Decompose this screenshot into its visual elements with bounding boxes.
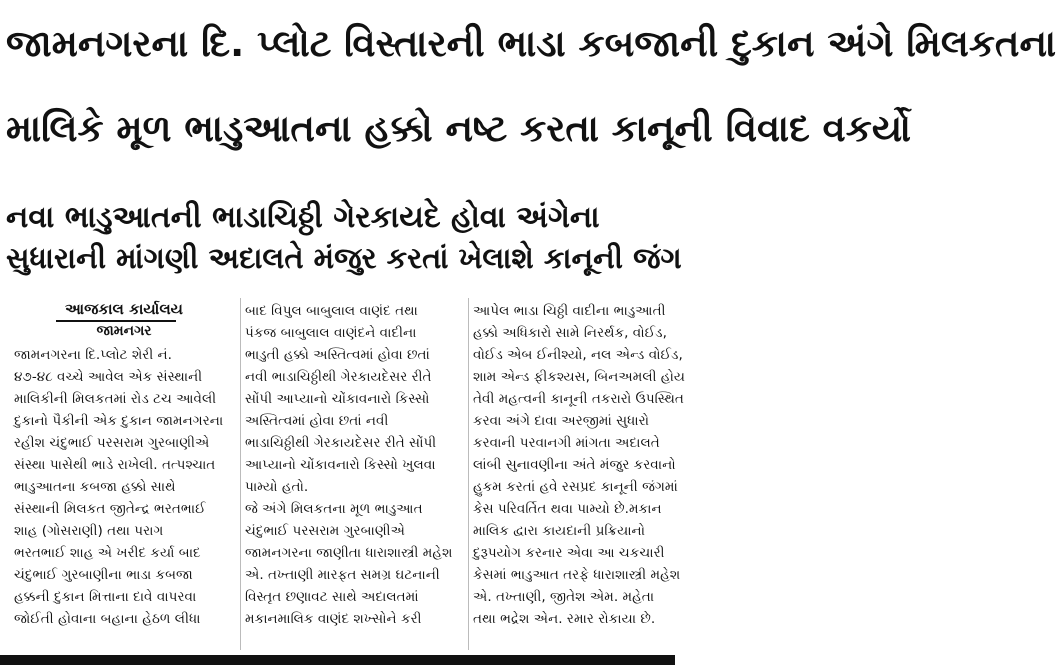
article-line: હક્કો અધિકારો સામે નિરર્થક, વોઈડ, (473, 325, 667, 341)
article-line: આપ્યાનો ચોંકાવનારો કિસ્સો ખુલવા (245, 457, 436, 473)
article-line: હક્કની દુકાન મિત્તાના દાવે વાપરવા (14, 589, 197, 605)
article-line: શાહ (ગોસરાણી) તથા પરાગ (14, 523, 164, 539)
subheadline-line-1: નવા ભાડુઆતની ભાડાચિઠ્ઠી ગેરકાયદે હોવા અંગેના (6, 200, 600, 235)
article-column-1 (14, 344, 235, 630)
article-line: તેવી મહત્વની કાનૂની તકરારો ઉપસ્થિત (473, 391, 684, 407)
article-line: ચંદુભાઈ ગુરબાણીના ભાડા કબજા (14, 567, 193, 583)
article-line: જે અંગે મિલકતના મૂળ ભાડુઆત (245, 501, 423, 517)
article-line: પંકજ બાબુલાલ વાણંદને વાદીના (245, 325, 417, 341)
article-line: એ. તખ્તાણી, જીતેશ એમ. મહેતા (473, 589, 655, 605)
article-line: કેસમાં ભાડુઆત તરફે ધારાશાસ્ત્રી મહેશ (473, 567, 681, 583)
headline-line-2: માલિકે મૂળ ભાડુઆતના હક્કો નષ્ટ કરતા કાનૂની વિવાદ વકર્યો (6, 107, 912, 150)
article-line: દુરૂપયોગ કરનાર એવા આ ચકચારી (473, 545, 665, 561)
article-line: ભરતભાઈ શાહ એ ખરીદ કર્યા બાદ (14, 545, 201, 561)
article-line: નવી ભાડાચિઠ્ઠીથી ગેરકાયદેસર રીતે (245, 369, 432, 385)
article-line: વોઈડ એબ ઈનીશ્યો, નલ એન્ડ વોઈડ, (473, 347, 683, 363)
article-line: તથા ભદ્રેશ એન. રમાર રોકાયા છે. (473, 611, 656, 627)
article-line: ભાડુઆતના કબજા હક્કો સાથે (14, 479, 176, 495)
article-line: લાંબી સુનાવણીના અંતે મંજુર કરવાનો (473, 457, 676, 473)
article-line: એ. તખ્તાણી મારફત સમગ્ર ઘટનાની (245, 567, 440, 583)
article-line: આપેલ ભાડા ચિઠ્ઠી વાદીના ભાડુઆતી (473, 303, 666, 319)
byline-office: આજકાલ કાર્યાલય (65, 300, 183, 318)
article-line: ભાડુતી હક્કો અસ્તિત્વમાં હોવા છતાં (245, 347, 430, 363)
article-line: માલિકીની મિલકતમાં રોડ ટચ આવેલી (14, 391, 217, 407)
column-divider (468, 298, 469, 650)
article-column-3 (473, 300, 685, 630)
article-line: સંસ્થાની મિલકત જીતેન્દ્ર ભરતભાઈ (14, 501, 206, 517)
article-column-2 (245, 300, 464, 630)
article-line: હુકમ કરતાં હવે રસપ્રદ કાનૂની જંગમાં (473, 479, 678, 495)
article-line: જોઈતી હોવાના બહાના હેઠળ લીધા (14, 611, 201, 627)
article-line: પામ્યો હતો. (245, 479, 309, 495)
article-line: જામનગરના જાણીતા ધારાશાસ્ત્રી મહેશ (245, 545, 453, 561)
byline-divider (56, 320, 176, 322)
article-line: માલિક દ્વારા કાયદાની પ્રક્રિયાનો (473, 523, 646, 539)
article-line: શામ એન્ડ ફીકશ્યસ, બિનઅમલી હોય (473, 369, 685, 385)
article-line: કરવા અંગે દાવા અરજીમાં સુધારો (473, 413, 650, 429)
article-line: અસ્તિત્વમાં હોવા છતાં નવી (245, 413, 389, 429)
article-line: દુકાનો પૈકીની એક દુકાન જામનગરના (14, 413, 224, 429)
article-line: કરવાની પરવાનગી માંગતા અદાલતે (473, 435, 660, 451)
article-line: જામનગરના દિ.પ્લોટ શેરી નં. (14, 347, 172, 363)
article-line: ભાડાચિઠ્ઠીથી ગેરકાયદેસર રીતે સોંપી (245, 435, 437, 451)
byline-place: જામનગર (96, 323, 152, 339)
next-headline-strip (0, 655, 675, 665)
article-line: બાદ વિપુલ બાબુલાલ વાણંદ તથા (245, 303, 418, 319)
article-line: રહીશ ચંદુભાઈ પરસરામ ગુરબાણીએ (14, 435, 210, 451)
article-line: મકાનમાલિક વાણંદ શખ્સોને કરી (245, 611, 422, 627)
column-divider (240, 298, 241, 650)
article-line: વિસ્તૃત છણાવટ સાથે અદાલતમાં (245, 589, 419, 605)
article-line: સોંપી આપ્યાનો ચોંકાવનારો કિસ્સો (245, 391, 430, 407)
article-line: ચંદુભાઈ પરસરામ ગુરબાણીએ (245, 523, 405, 539)
article-line: સંસ્થા પાસેથી ભાડે રાખેલી. તત્પશ્ચાત (14, 457, 216, 473)
article-line: ૪૭-૪૮ વચ્ચે આવેલ એક સંસ્થાની (14, 369, 203, 385)
article-line: કેસ પરિવર્તિત થવા પામ્યો છે.મકાન (473, 501, 662, 517)
subheadline-line-2: સુધારાની માંગણી અદાલતે મંજુર કરતાં ખેલાશે કાનૂની જંગ (6, 241, 682, 275)
headline-line-1: જામનગરના દિ. પ્લોટ વિસ્તારની ભાડા કબજાની દુકાન અંગે મિલકતના (6, 22, 1056, 65)
